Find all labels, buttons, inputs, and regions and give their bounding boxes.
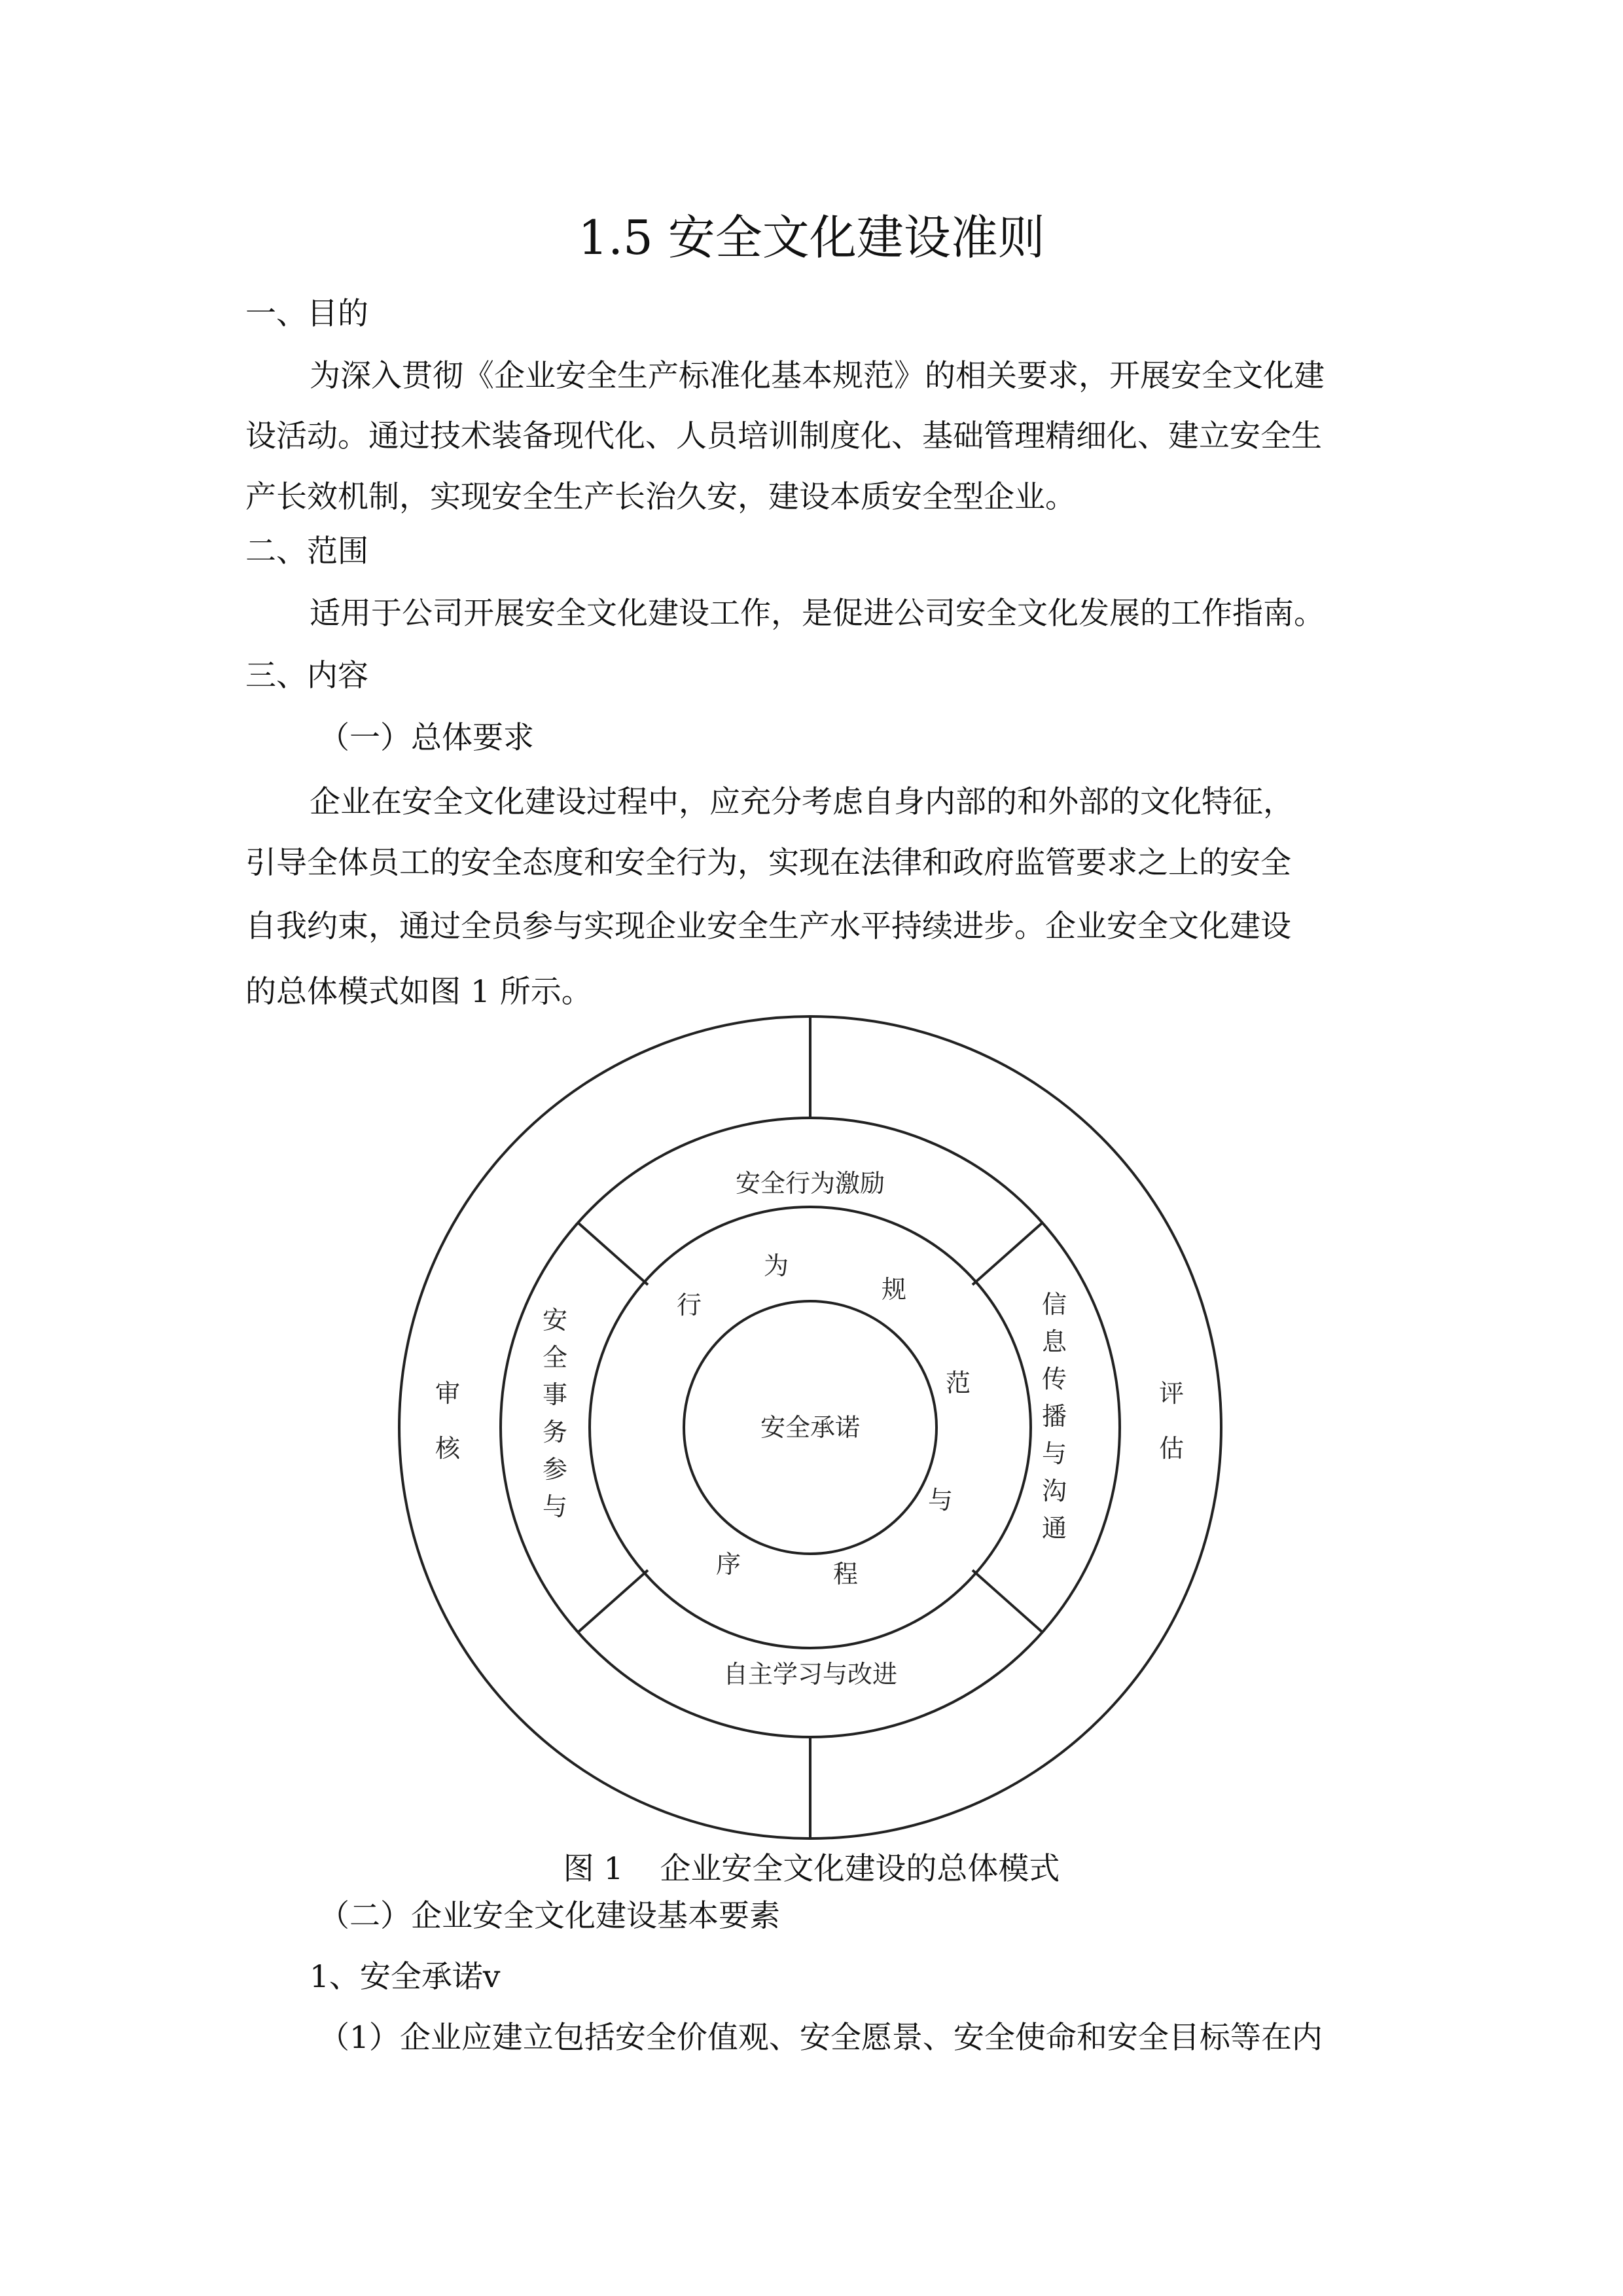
label-ring-left	[543, 1306, 567, 1521]
label-char: 信	[1041, 1290, 1067, 1319]
label-char: 播	[1041, 1402, 1067, 1431]
divider-lower-left	[578, 1570, 648, 1632]
divider-upper-left	[578, 1223, 648, 1285]
label-outer-left	[435, 1379, 461, 1463]
divider-lower-right	[972, 1570, 1043, 1632]
label-char: 评	[1158, 1379, 1185, 1408]
item-heading: 1、安全承诺v	[310, 1959, 501, 1995]
label-char: 全	[542, 1343, 568, 1372]
label-ring-right	[1042, 1290, 1067, 1543]
paragraph-line: 产长效机制，实现安全生产长治久安，建设本质安全型企业。	[245, 479, 1076, 515]
paragraph-line: 自我约束，通过全员参与实现企业安全生产水平持续进步。企业安全文化建设	[245, 908, 1291, 944]
subsection-heading: （一）总体要求	[319, 720, 534, 756]
label-inner-char: 序	[715, 1550, 741, 1579]
paragraph-line: 设活动。通过技术装备现代化、人员培训制度化、基础管理精细化、建立安全生	[245, 418, 1322, 454]
divider-upper-right	[972, 1223, 1043, 1285]
label-inner-char: 与	[927, 1486, 954, 1515]
paragraph-line: 企业在安全文化建设过程中，应充分考虑自身内部的和外部的文化特征，	[310, 784, 1294, 820]
paragraph-line: 适用于公司开展安全文化建设工作，是促进公司安全文化发展的工作指南。	[310, 596, 1325, 632]
label-char: 沟	[1041, 1477, 1067, 1505]
paragraph-line: 的总体模式如图 1 所示。	[245, 974, 592, 1010]
label-char: 审	[435, 1379, 461, 1408]
section-heading-purpose: 一、目的	[245, 296, 368, 332]
section-heading-scope: 二、范围	[245, 533, 368, 569]
label-inner-char: 为	[763, 1251, 789, 1280]
label-inner-char: 范	[945, 1369, 971, 1397]
label-outer-right	[1159, 1379, 1184, 1463]
label-char: 事	[542, 1380, 568, 1409]
label-ring-bottom: 自主学习与改进	[722, 1660, 898, 1689]
subsection-heading: （二）企业安全文化建设基本要素	[319, 1898, 780, 1934]
paragraph-line: 为深入贯彻《企业安全生产标准化基本规范》的相关要求，开展安全文化建	[310, 358, 1325, 394]
label-char: 核	[435, 1434, 461, 1463]
label-inner-char: 规	[881, 1275, 907, 1304]
label-char: 与	[1041, 1439, 1067, 1468]
label-inner-char: 行	[676, 1291, 702, 1319]
page-title: 1.5 安全文化建设准则	[578, 210, 1045, 265]
paragraph-line: 引导全体员工的安全态度和安全行为，实现在法律和政府监管要求之上的安全	[245, 845, 1291, 881]
section-heading-content: 三、内容	[245, 658, 368, 694]
figure-caption-number: 图 1	[563, 1851, 624, 1887]
label-char: 传	[1041, 1365, 1067, 1393]
figure-caption-text: 企业安全文化建设的总体模式	[660, 1851, 1060, 1887]
figure-caption	[0, 1850, 1623, 1889]
label-char: 估	[1158, 1434, 1185, 1463]
label-char: 通	[1041, 1514, 1067, 1543]
paragraph-line: （1）企业应建立包括安全价值观、安全愿景、安全使命和安全目标等在内	[319, 2020, 1323, 2056]
label-char: 安	[542, 1306, 568, 1335]
label-center: 安全承诺	[760, 1413, 861, 1442]
label-char: 务	[542, 1418, 568, 1446]
label-char: 息	[1041, 1327, 1067, 1356]
label-inner-char: 程	[832, 1560, 859, 1588]
label-ring-top: 安全行为激励	[735, 1169, 885, 1198]
label-char: 参	[542, 1455, 568, 1484]
label-char: 与	[542, 1492, 568, 1521]
